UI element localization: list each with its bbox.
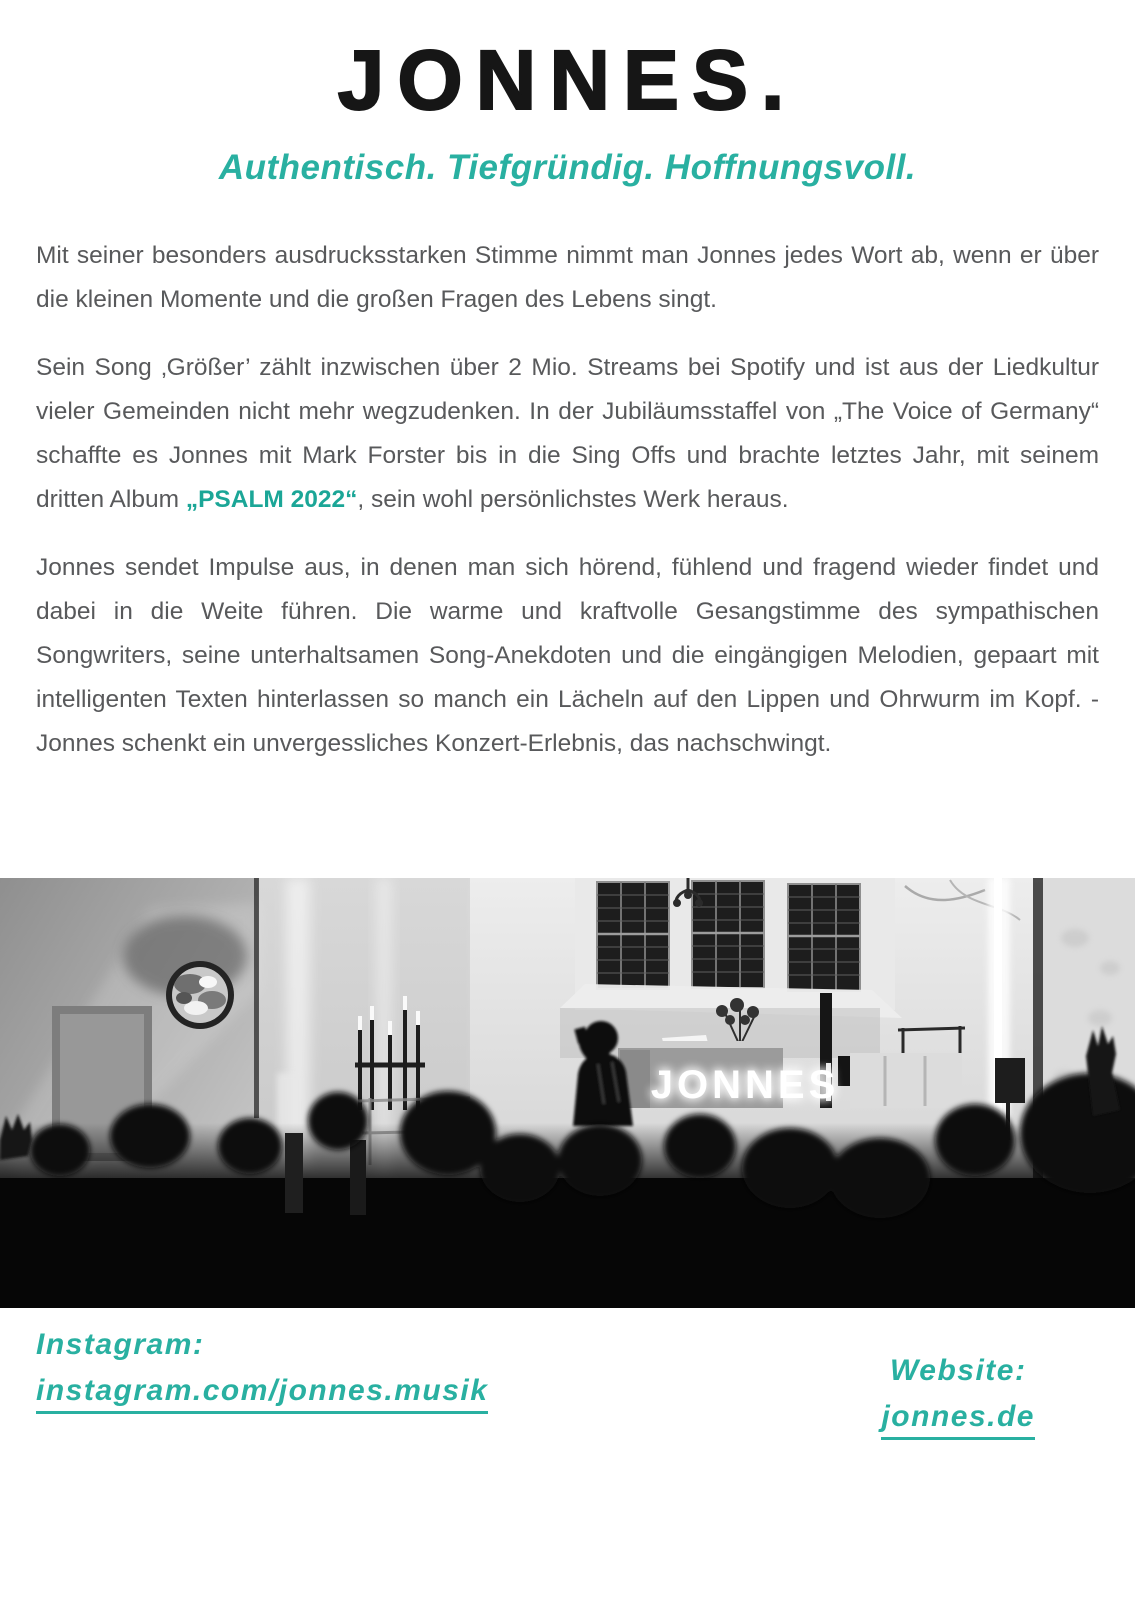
- draped-table: [850, 1053, 962, 1108]
- bio-paragraph-2: [36, 346, 1099, 522]
- camera-rig: [995, 1058, 1025, 1103]
- church-window-left: [597, 882, 669, 989]
- instagram-block: [36, 1328, 488, 1414]
- tagline: Authentisch. Tiefgründig. Hoffnungsvoll.: [218, 148, 917, 188]
- website-block: [881, 1354, 1035, 1440]
- bio-paragraph-2-end: , sein wohl persönlichstes Werk heraus.: [357, 486, 789, 514]
- church-window-right: [788, 884, 860, 991]
- church-window-middle: [692, 881, 764, 988]
- website-link[interactable]: jonnes.de: [881, 1400, 1035, 1440]
- instagram-label: Instagram:: [36, 1328, 205, 1362]
- artist-logo: JONNES.: [337, 33, 798, 127]
- album-name-highlight: „PSALM 2022“: [185, 486, 358, 514]
- website-label: Website:: [890, 1354, 1027, 1388]
- footer: [36, 1328, 1035, 1440]
- audience-base: [0, 1178, 1135, 1308]
- instagram-link[interactable]: instagram.com/jonnes.musik: [36, 1374, 488, 1414]
- bio-text: [36, 234, 1099, 766]
- bio-paragraph-3: Jonnes sendet Impulse aus, in denen man sich hörend, fühlend und fragend wieder findet und dabei in die Weite führen. Die warme und kraftvolle Gesangstimme des sympathischen Songwriters, seine unterhaltsamen Song-Anekdoten und die eingängigen Melodien, gepaart mit intelligenten Texten hinterlassen so manch ein Lächeln auf den Lippen und Ohrwurm im Kopf. - Jonnes schenkt ein unvergessliches Konzert-Erlebnis, das nachschwingt.: [36, 554, 1099, 758]
- altar-top: [618, 1041, 790, 1048]
- concert-photo: [0, 878, 1135, 1308]
- bio-paragraph-1: Mit seiner besonders ausdrucksstarken Stimme nimmt man Jonnes jedes Wort ab, wenn er über die kleinen Momente und die großen Fragen des Lebens singt.: [36, 242, 1099, 314]
- pew-post: [285, 1133, 303, 1213]
- bio-paragraph-2-text: Sein Song ‚Größer’ zählt inzwischen über 2 Mio. Streams bei Spotify und ist aus der Liedkultur vieler Gemeinden nicht mehr wegzudenken. In der Jubiläumsstaffel von „The Voice of Germany“ schaffte es Jonnes mit Mark Forster bis in die Sing Offs und brachte letztes Jahr, mit seinem dritten Album: [36, 354, 1099, 514]
- jonnes-neon-sign: JONNES: [650, 1063, 840, 1108]
- wall-edge: [254, 878, 259, 1118]
- concert-photo-illustration: [0, 878, 1135, 1308]
